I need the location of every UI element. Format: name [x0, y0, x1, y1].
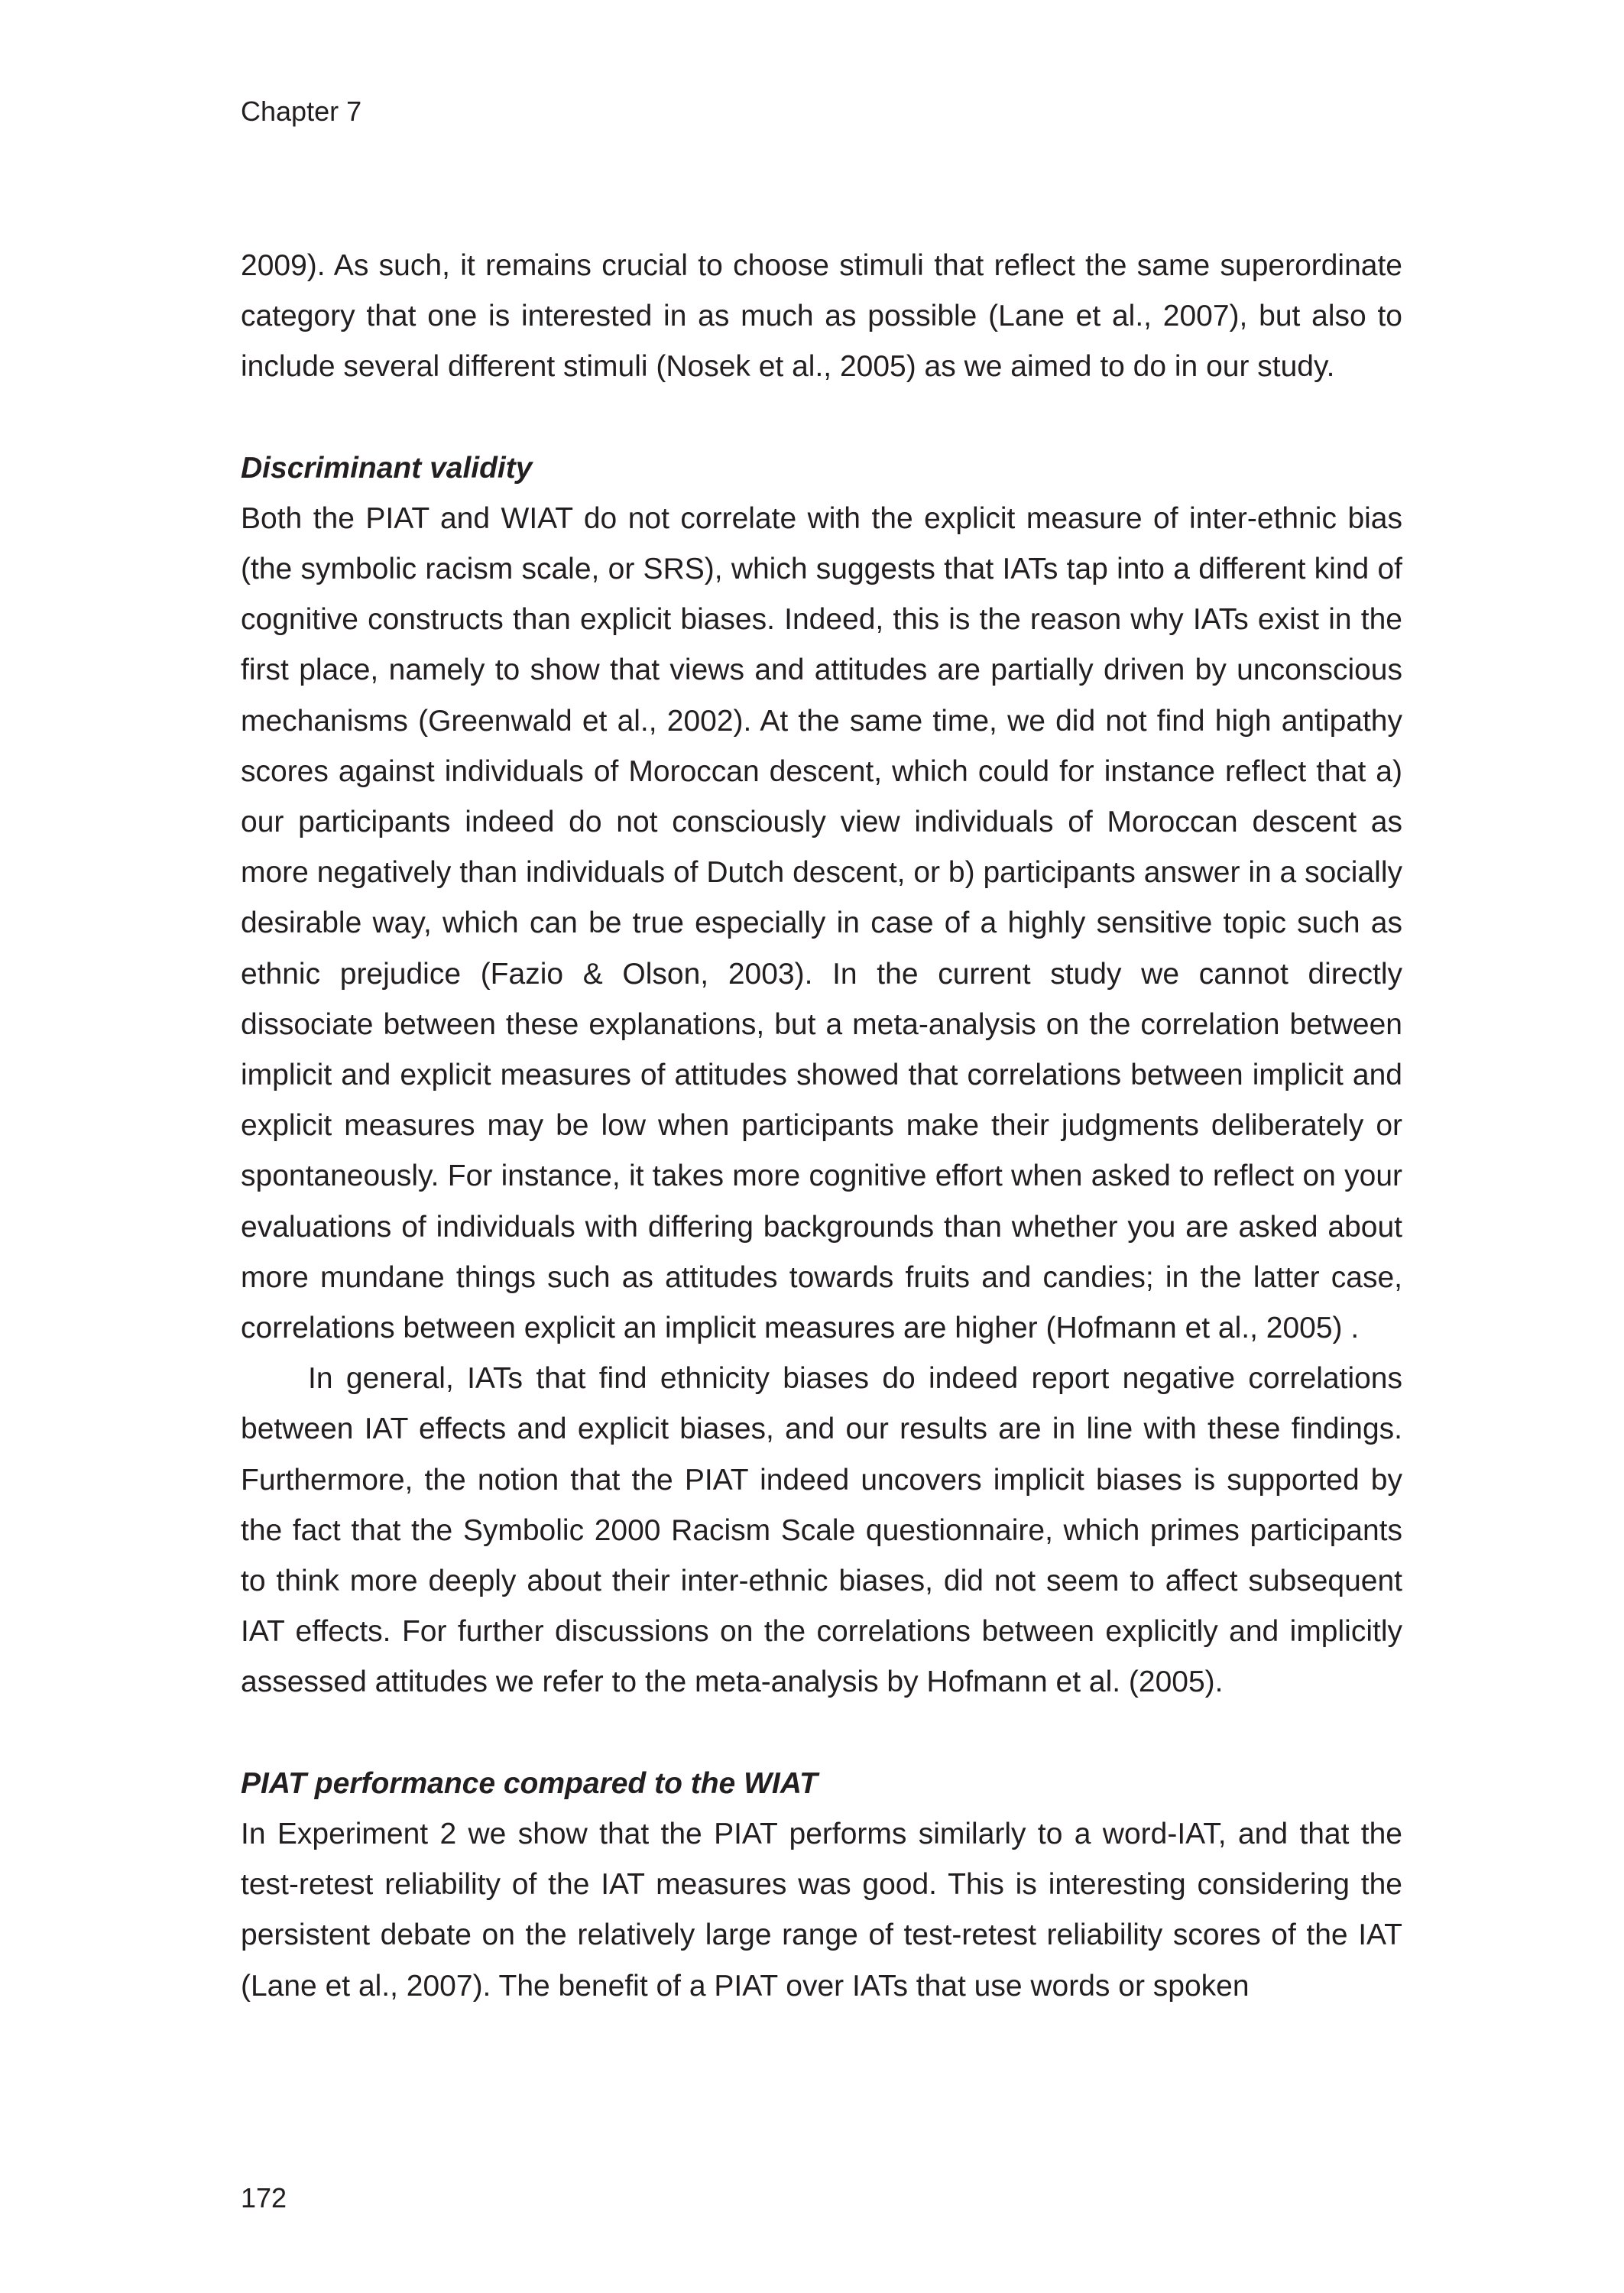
section-gap — [241, 393, 1402, 443]
section-heading-piat-performance: PIAT performance compared to the WIAT — [241, 1766, 818, 1800]
page-number: 172 — [241, 2182, 287, 2214]
section-heading-discriminant-validity: Discriminant validity — [241, 451, 533, 485]
paragraph-piat-1: In Experiment 2 we show that the PIAT performs similarly to a word-IAT, and that the test-retest reliability of the IAT measures was good. This is interesting considering the persistent debate on the relatively large range of test-retest reliability scores of the IAT (Lane et al., 2007). The benefit of a PIAT over IATs that use words or spoken — [241, 1817, 1402, 2003]
paragraph-continuation: 2009). As such, it remains crucial to choose stimuli that reflect the same superordinate category that one is interested in as much as possible (Lane et al., 2007), but also to include several different stimuli (Nosek et al., 2005) as we aimed to do in our study. — [241, 249, 1402, 384]
page-body — [241, 241, 1402, 2012]
section-gap — [241, 1708, 1402, 1759]
paragraph-discriminant-1: Both the PIAT and WIAT do not correlate with the explicit measure of inter-ethnic bias (the symbolic racism scale, or SRS), which suggests that IATs tap into a different kind of cognitive constructs than explicit biases. Indeed, this is the reason why IATs exist in the first place, namely to show that views and attitudes are partially driven by unconscious mechanisms (Greenwald et al., 2002). At the same time, we did not find high antipathy scores against individuals of Moroccan descent, which could for instance reflect that a) our participants indeed do not consciously view individuals of Moroccan descent as more negatively than individuals of Dutch descent, or b) participants answer in a socially desirable way, which can be true especially in case of a highly sensitive topic such as ethnic prejudice (Fazio & Olson, 2003). In the current study we cannot directly dissociate between these explanations, but a meta-analysis on the correlation between implicit and explicit measures of attitudes showed that correlations between implicit and explicit measures may be low when participants make their judgments deliberately or spontaneously. For instance, it takes more cognitive effort when asked to reflect on your evaluations of individuals with differing backgrounds than whether you are asked about more mundane things such as attitudes towards fruits and candies; in the latter case, correlations between explicit an implicit measures are higher (Hofmann et al., 2005) . — [241, 501, 1402, 1345]
paragraph-discriminant-2: In general, IATs that find ethnicity biases do indeed report negative correlations between IAT effects and explicit biases, and our results are in line with these findings. Furthermore, the notion that the PIAT indeed uncovers implicit biases is supported by the fact that the Symbolic 2000 Racism Scale questionnaire, which primes participants to think more deeply about their inter-ethnic biases, did not seem to affect subsequent IAT effects. For further discussions on the correlations between explicitly and implicitly assessed attitudes we refer to the meta-analysis by Hofmann et al. (2005). — [241, 1362, 1402, 1699]
running-head: Chapter 7 — [241, 96, 362, 127]
